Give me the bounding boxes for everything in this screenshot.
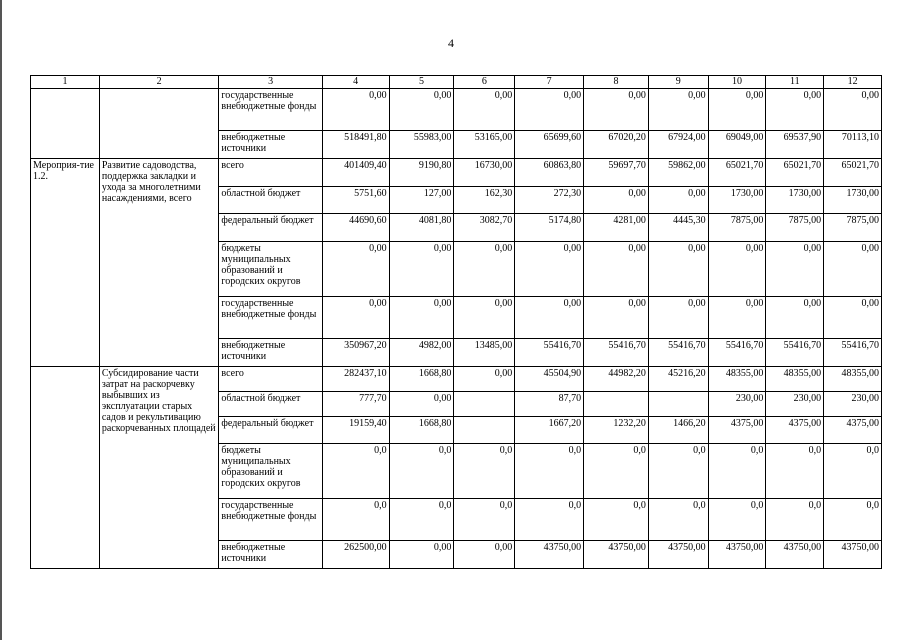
amount-cell: 65699,60 <box>515 131 584 159</box>
funding-source-cell: областной бюджет <box>219 187 322 214</box>
amount-cell: 0,00 <box>322 297 389 339</box>
funding-source-cell: бюджеты муниципальных образований и городских округов <box>219 444 322 499</box>
amount-cell: 70113,10 <box>824 131 882 159</box>
scan-left-edge <box>0 0 2 640</box>
funding-source-cell: федеральный бюджет <box>219 214 322 242</box>
column-header: 1 <box>31 76 100 89</box>
amount-cell: 0,0 <box>584 444 649 499</box>
amount-cell: 0,0 <box>389 499 454 541</box>
amount-cell <box>454 392 515 417</box>
amount-cell: 0,00 <box>584 297 649 339</box>
amount-cell: 0,00 <box>515 89 584 131</box>
amount-cell: 282437,10 <box>322 367 389 392</box>
amount-cell: 0,0 <box>454 499 515 541</box>
amount-cell: 230,00 <box>766 392 824 417</box>
amount-cell: 67020,20 <box>584 131 649 159</box>
column-header: 10 <box>708 76 766 89</box>
amount-cell: 4445,30 <box>648 214 708 242</box>
amount-cell: 0,00 <box>389 242 454 297</box>
amount-cell: 0,00 <box>584 242 649 297</box>
amount-cell: 4982,00 <box>389 339 454 367</box>
amount-cell: 43750,00 <box>824 541 882 569</box>
amount-cell: 0,0 <box>322 444 389 499</box>
amount-cell: 272,30 <box>515 187 584 214</box>
amount-cell: 55416,70 <box>708 339 766 367</box>
amount-cell: 0,0 <box>824 499 882 541</box>
amount-cell: 9190,80 <box>389 159 454 187</box>
amount-cell: 0,00 <box>454 242 515 297</box>
amount-cell: 518491,80 <box>322 131 389 159</box>
amount-cell: 1668,80 <box>389 367 454 392</box>
amount-cell: 43750,00 <box>766 541 824 569</box>
column-header: 4 <box>322 76 389 89</box>
amount-cell: 7875,00 <box>824 214 882 242</box>
amount-cell: 230,00 <box>708 392 766 417</box>
amount-cell: 1730,00 <box>766 187 824 214</box>
amount-cell: 127,00 <box>389 187 454 214</box>
amount-cell: 55416,70 <box>766 339 824 367</box>
measure-name-cell: Развитие садоводства, поддержка закладки и ухода за многолетними насаждениями, всего <box>99 159 219 367</box>
table-row <box>31 89 882 131</box>
amount-cell: 0,00 <box>454 541 515 569</box>
amount-cell: 0,0 <box>766 499 824 541</box>
amount-cell: 0,00 <box>648 242 708 297</box>
funding-source-cell: государственные внебюджетные фонды <box>219 297 322 339</box>
amount-cell: 69537,90 <box>766 131 824 159</box>
amount-cell: 0,0 <box>389 444 454 499</box>
amount-cell: 1466,20 <box>648 417 708 444</box>
amount-cell: 0,00 <box>389 297 454 339</box>
funding-source-cell: внебюджетные источники <box>219 131 322 159</box>
amount-cell: 0,00 <box>648 89 708 131</box>
amount-cell: 48355,00 <box>824 367 882 392</box>
amount-cell: 53165,00 <box>454 131 515 159</box>
amount-cell: 48355,00 <box>766 367 824 392</box>
budget-table <box>30 75 882 569</box>
amount-cell: 0,00 <box>454 89 515 131</box>
column-header: 11 <box>766 76 824 89</box>
table-row <box>31 367 882 392</box>
amount-cell: 0,0 <box>322 499 389 541</box>
amount-cell: 1232,20 <box>584 417 649 444</box>
amount-cell: 162,30 <box>454 187 515 214</box>
amount-cell: 0,0 <box>515 499 584 541</box>
column-header: 3 <box>219 76 322 89</box>
measure-code-cell: Мероприя-тие 1.2. <box>31 159 100 367</box>
amount-cell: 44982,20 <box>584 367 649 392</box>
amount-cell: 0,0 <box>584 499 649 541</box>
amount-cell: 0,00 <box>322 242 389 297</box>
amount-cell: 0,00 <box>389 89 454 131</box>
header-row <box>31 76 882 89</box>
amount-cell: 0,00 <box>584 187 649 214</box>
amount-cell: 0,0 <box>454 444 515 499</box>
amount-cell: 43750,00 <box>648 541 708 569</box>
amount-cell: 5751,60 <box>322 187 389 214</box>
amount-cell: 55416,70 <box>515 339 584 367</box>
amount-cell: 0,0 <box>648 444 708 499</box>
amount-cell: 43750,00 <box>708 541 766 569</box>
amount-cell: 777,70 <box>322 392 389 417</box>
amount-cell: 0,00 <box>766 242 824 297</box>
amount-cell <box>584 392 649 417</box>
funding-source-cell: государственные внебюджетные фонды <box>219 499 322 541</box>
amount-cell: 401409,40 <box>322 159 389 187</box>
amount-cell: 0,00 <box>766 297 824 339</box>
amount-cell: 0,00 <box>584 89 649 131</box>
measure-name-cell <box>99 89 219 159</box>
amount-cell: 1667,20 <box>515 417 584 444</box>
amount-cell: 13485,00 <box>454 339 515 367</box>
amount-cell: 0,00 <box>515 242 584 297</box>
amount-cell: 59697,70 <box>584 159 649 187</box>
amount-cell: 230,00 <box>824 392 882 417</box>
amount-cell: 0,0 <box>515 444 584 499</box>
amount-cell: 60863,80 <box>515 159 584 187</box>
table-body <box>31 89 882 569</box>
amount-cell: 44690,60 <box>322 214 389 242</box>
column-header: 7 <box>515 76 584 89</box>
column-header: 2 <box>99 76 219 89</box>
amount-cell: 4375,00 <box>766 417 824 444</box>
amount-cell: 55416,70 <box>648 339 708 367</box>
amount-cell: 4281,00 <box>584 214 649 242</box>
funding-source-cell: областной бюджет <box>219 392 322 417</box>
column-header: 9 <box>648 76 708 89</box>
column-header: 6 <box>454 76 515 89</box>
amount-cell: 45504,90 <box>515 367 584 392</box>
funding-source-cell: внебюджетные источники <box>219 339 322 367</box>
amount-cell: 65021,70 <box>708 159 766 187</box>
measure-code-cell <box>31 367 100 569</box>
amount-cell: 262500,00 <box>322 541 389 569</box>
amount-cell: 59862,00 <box>648 159 708 187</box>
amount-cell: 0,00 <box>824 297 882 339</box>
amount-cell: 4375,00 <box>708 417 766 444</box>
amount-cell: 1730,00 <box>824 187 882 214</box>
column-header: 5 <box>389 76 454 89</box>
funding-source-cell: государственные внебюджетные фонды <box>219 89 322 131</box>
amount-cell: 3082,70 <box>454 214 515 242</box>
amount-cell: 350967,20 <box>322 339 389 367</box>
amount-cell: 55416,70 <box>824 339 882 367</box>
funding-source-cell: бюджеты муниципальных образований и городских округов <box>219 242 322 297</box>
amount-cell: 0,0 <box>648 499 708 541</box>
amount-cell: 0,00 <box>648 187 708 214</box>
amount-cell: 0,0 <box>708 444 766 499</box>
funding-source-cell: внебюджетные источники <box>219 541 322 569</box>
amount-cell: 0,00 <box>389 392 454 417</box>
table-row <box>31 159 882 187</box>
amount-cell: 55416,70 <box>584 339 649 367</box>
amount-cell: 0,0 <box>766 444 824 499</box>
amount-cell: 43750,00 <box>515 541 584 569</box>
amount-cell <box>648 392 708 417</box>
amount-cell: 0,00 <box>824 89 882 131</box>
funding-source-cell: федеральный бюджет <box>219 417 322 444</box>
amount-cell: 87,70 <box>515 392 584 417</box>
amount-cell: 0,00 <box>648 297 708 339</box>
amount-cell: 55983,00 <box>389 131 454 159</box>
funding-source-cell: всего <box>219 367 322 392</box>
amount-cell: 19159,40 <box>322 417 389 444</box>
amount-cell: 65021,70 <box>824 159 882 187</box>
amount-cell: 1668,80 <box>389 417 454 444</box>
measure-name-cell: Субсидирование части затрат на раскорчевку выбывших из эксплуатации старых садов и рекультивацию раскорчеванных площадей <box>99 367 219 569</box>
measure-code-cell <box>31 89 100 159</box>
amount-cell: 0,00 <box>708 242 766 297</box>
amount-cell: 65021,70 <box>766 159 824 187</box>
amount-cell: 69049,00 <box>708 131 766 159</box>
amount-cell: 7875,00 <box>708 214 766 242</box>
amount-cell: 0,00 <box>708 89 766 131</box>
column-header: 8 <box>584 76 649 89</box>
amount-cell: 0,0 <box>708 499 766 541</box>
amount-cell: 45216,20 <box>648 367 708 392</box>
amount-cell: 0,00 <box>322 89 389 131</box>
amount-cell: 0,00 <box>708 297 766 339</box>
amount-cell: 5174,80 <box>515 214 584 242</box>
amount-cell: 1730,00 <box>708 187 766 214</box>
amount-cell: 0,00 <box>766 89 824 131</box>
amount-cell: 0,00 <box>454 297 515 339</box>
amount-cell: 4081,80 <box>389 214 454 242</box>
amount-cell: 0,00 <box>389 541 454 569</box>
amount-cell: 4375,00 <box>824 417 882 444</box>
amount-cell: 0,00 <box>454 367 515 392</box>
amount-cell: 43750,00 <box>584 541 649 569</box>
amount-cell: 7875,00 <box>766 214 824 242</box>
column-header: 12 <box>824 76 882 89</box>
amount-cell: 48355,00 <box>708 367 766 392</box>
amount-cell: 0,00 <box>515 297 584 339</box>
page-number: 4 <box>448 36 454 50</box>
amount-cell <box>454 417 515 444</box>
funding-source-cell: всего <box>219 159 322 187</box>
amount-cell: 0,00 <box>824 242 882 297</box>
amount-cell: 16730,00 <box>454 159 515 187</box>
amount-cell: 0,0 <box>824 444 882 499</box>
amount-cell: 67924,00 <box>648 131 708 159</box>
